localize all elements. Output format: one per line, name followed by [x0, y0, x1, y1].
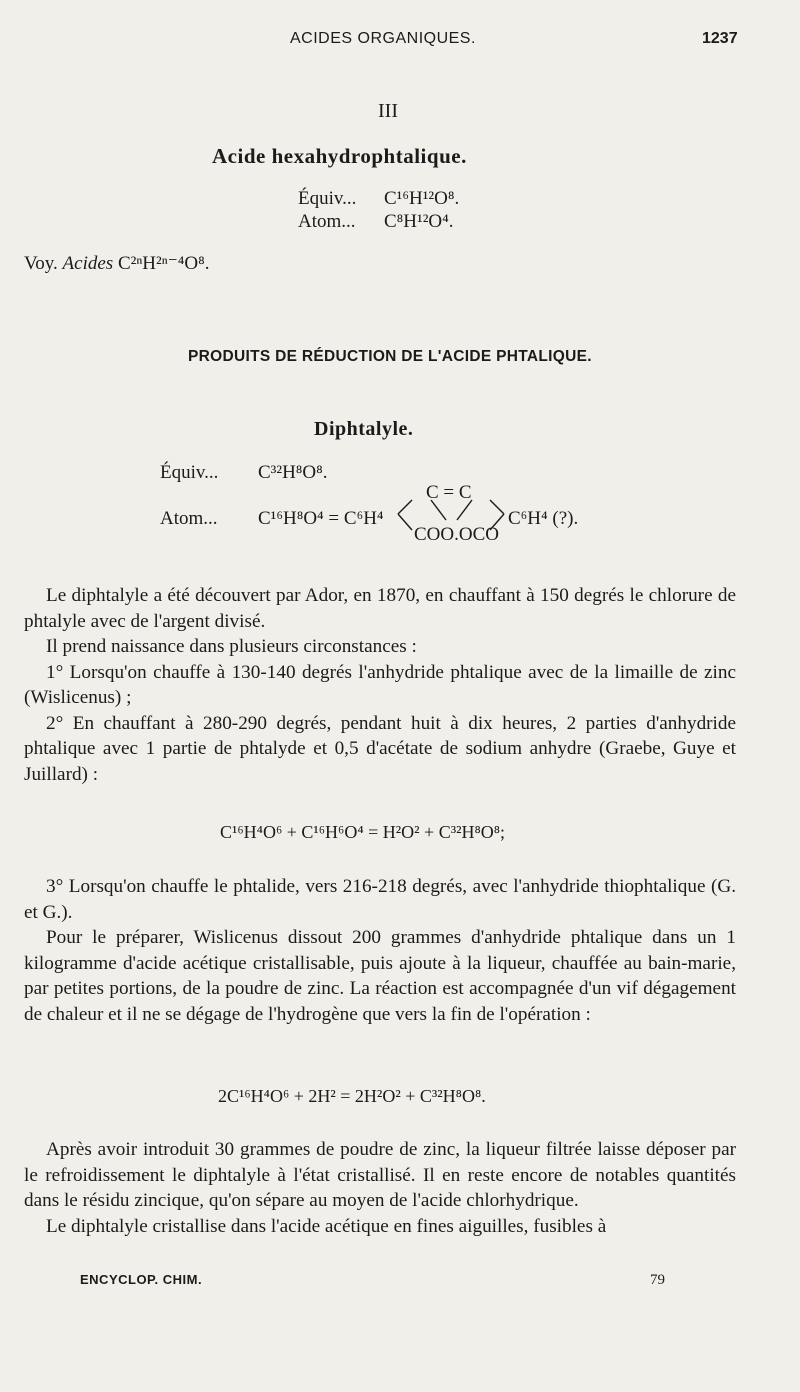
page-number: 1237	[702, 30, 738, 47]
paragraph: Pour le préparer, Wislicenus dissout 200 grammes d'anhydride phtalique dans un 1 kilogramme d'acide acétique cristallisable, puis ajoute à la liqueur, chauffée au bain-marie, par petites portions, de la poudre de zinc. La réaction est accompagnée d'un vif dégagement de chaleur et il ne se dégage de l'hydrogène que vers la fin de l'opération :	[24, 927, 736, 1025]
equiv-formula: C¹⁶H¹²O⁸.	[384, 188, 460, 209]
products-heading: PRODUITS DE RÉDUCTION DE L'ACIDE PHTALIQUE.	[188, 348, 592, 365]
equiv-label: Équiv...	[298, 188, 357, 209]
structure-bottom: COO.OCO	[414, 524, 499, 545]
voy-formula: C²ⁿH²ⁿ⁻⁴O⁸.	[117, 253, 210, 274]
voy-prefix: Voy.	[24, 253, 58, 274]
paragraph: 2° En chauffant à 280-290 degrés, pendant huit à dix heures, 2 parties d'anhydride phtalique avec 1 partie de phtalyde et 0,5 d'acétate de sodium anhydre (Graebe, Guye et Juillard) :	[24, 712, 736, 785]
compound-atom-label: Atom...	[160, 508, 218, 529]
equation-1: C¹⁶H⁴O⁶ + C¹⁶H⁶O⁴ = H²O² + C³²H⁸O⁸;	[220, 822, 506, 842]
atom-formula: C⁸H¹²O⁴.	[384, 211, 454, 232]
compound-atom-formula-right: C⁶H⁴ (?).	[508, 508, 579, 529]
bond-upper-right	[490, 500, 504, 514]
section-number: III	[378, 100, 398, 122]
atom-label: Atom...	[298, 211, 356, 232]
paragraph: Le diphtalyle cristallise dans l'acide acétique en fines aiguilles, fusibles à	[46, 1215, 607, 1237]
equation-2: 2C¹⁶H⁴O⁶ + 2H² = 2H²O² + C³²H⁸O⁸.	[218, 1086, 486, 1106]
bond-lower-left	[398, 514, 412, 530]
compound-atom-formula-left: C¹⁶H⁸O⁴ = C⁶H⁴	[258, 508, 384, 529]
voy-italic: Acides	[62, 253, 114, 274]
paragraph: Le diphtalyle a été découvert par Ador, en 1870, en chauffant à 150 degrés le chlorure de phtalyle avec de l'argent divisé.	[24, 585, 736, 632]
paragraph: 3° Lorsqu'on chauffe le phtalide, vers 216-218 degrés, avec l'anhydride thiophtalique (G. et G.).	[24, 876, 736, 923]
body-block-2	[24, 874, 736, 1027]
section-title: Acide hexahydrophtalique.	[212, 144, 467, 168]
structure-top: C = C	[426, 482, 472, 503]
footer-page-number: 79	[650, 1272, 665, 1288]
bond-upper-left	[398, 500, 412, 514]
paragraph: Après avoir introduit 30 grammes de poudre de zinc, la liqueur filtrée laisse déposer par le refroidissement le diphtalyle à l'état cristallisé. Il en reste encore de notables quantités dans le résidu zincique, qu'on sépare au moyen de l'acide chlorhydrique.	[24, 1139, 736, 1211]
body-block-3	[24, 1137, 736, 1239]
body-block-1	[24, 583, 736, 787]
compound-equiv-label: Équiv...	[160, 462, 219, 483]
paragraph: Il prend naissance dans plusieurs circonstances :	[46, 636, 417, 657]
footer-left: ENCYCLOP. CHIM.	[80, 1272, 203, 1287]
compound-title: Diphtalyle.	[314, 418, 414, 440]
compound-equiv-formula: C³²H⁸O⁸.	[258, 462, 328, 483]
running-title: ACIDES ORGANIQUES.	[290, 30, 476, 47]
paragraph: 1° Lorsqu'on chauffe à 130-140 degrés l'anhydride phtalique avec de la limaille de zinc (Wislicenus) ;	[24, 661, 736, 708]
